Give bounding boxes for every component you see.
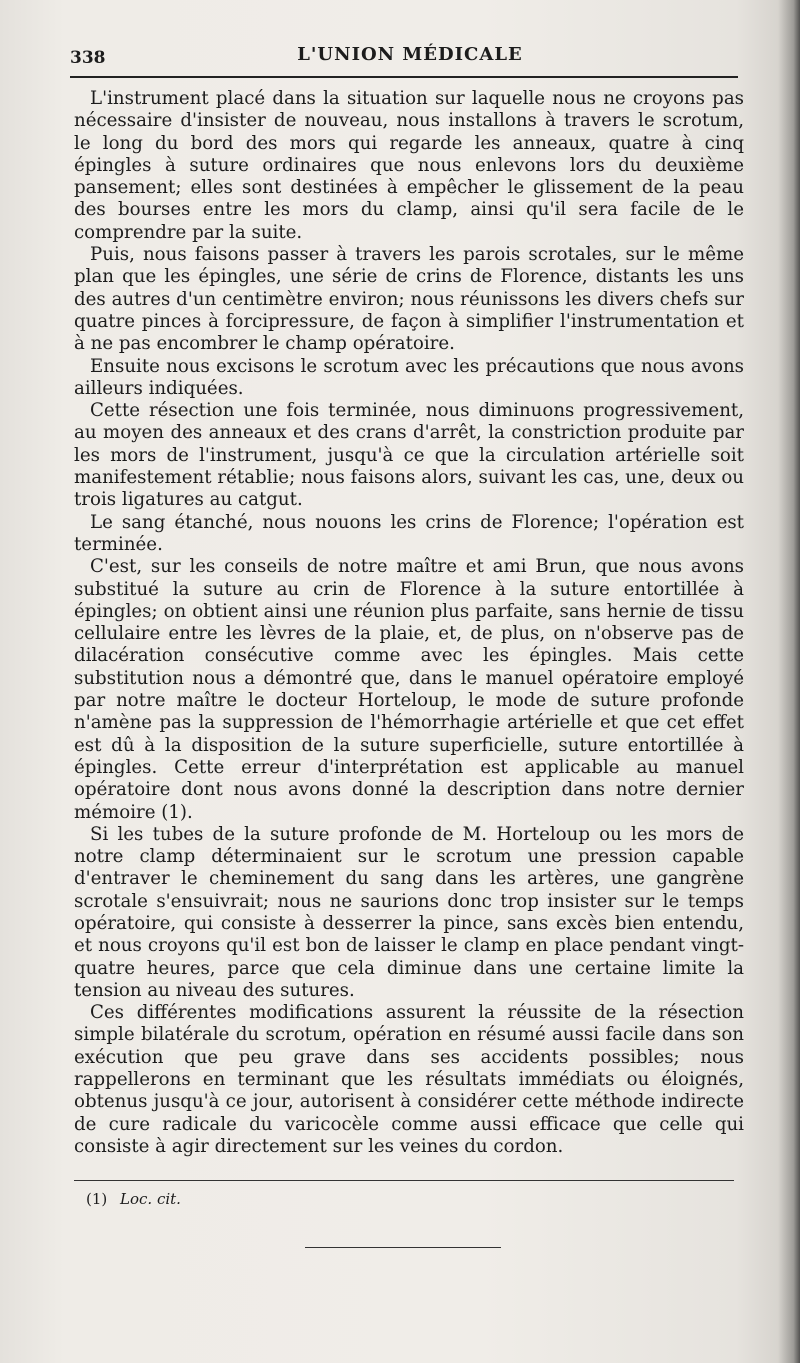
end-rule — [305, 1247, 501, 1248]
page-number: 338 — [70, 48, 106, 68]
paragraph: Le sang étanché, nous nouons les crins de Florence; l'opération est terminée. — [74, 511, 744, 555]
running-head: L'UNION MÉDICALE — [297, 44, 523, 65]
paragraph: L'instrument placé dans la situation sur laquelle nous ne croyons pas nécessaire d'insister de nouveau, nous installons à travers le scrotum, le long du bord des mors qui regarde les anneaux, quatre à cinq épingles à suture ordinaires que nous enlevons lors du deuxième pansement; elles sont destinées à empêcher le glissement de la peau des bourses entre les mors du clamp, ainsi qu'il sera facile de le comprendre par la suite. — [74, 88, 744, 243]
paragraph: Ces différentes modifications assurent la réussite de la résection simple bilatérale du scrotum, opération en résumé aussi facile dans son exécution que peu grave dans ses accidents possibles; nous rappellerons en terminant que les résultats immédiats ou éloignés, obtenus jusqu'à ce jour, autorisent à considérer cette méthode indirecte de cure radicale du varicocèle comme aussi efficace que celle qui consiste à agir directement sur les veines du cordon. — [74, 1002, 744, 1157]
paragraph: Si les tubes de la suture profonde de M. Horteloup ou les mors de notre clamp déterminaient sur le scrotum une pression capable d'entraver le cheminement du sang dans les artères, une gangrène scrotale s'ensuivrait; nous ne saurions donc trop insister sur le temps opératoire, qui consiste à desserrer la pince, sans excès bien entendu, et nous croyons qu'il est bon de laisser le clamp en place pendant vingt-quatre heures, parce que cela diminue dans une certaine limite la tension au niveau des sutures. — [74, 823, 744, 1001]
footnote-rule — [74, 1180, 734, 1181]
page-header — [70, 38, 750, 68]
paragraph: Puis, nous faisons passer à travers les parois scrotales, sur le même plan que les épingles, une série de crins de Florence, distants les uns des autres d'un centimètre environ; nous réunissons les divers chefs sur quatre pinces à forcipressure, de façon à simplifier l'instrumentation et à ne pas encombrer le champ opératoire. — [74, 244, 744, 355]
paragraph: Cette résection une fois terminée, nous diminuons progressivement, au moyen des anneaux et des crans d'arrêt, la constriction produite par les mors de l'instrument, jusqu'à ce que la circulation artérielle soit manifestement rétablie; nous faisons alors, suivant les cas, une, deux ou trois ligatures au catgut. — [74, 400, 744, 511]
footnote-text: Loc. cit. — [120, 1190, 181, 1208]
article-body — [74, 88, 744, 1158]
paragraph: C'est, sur les conseils de notre maître et ami Brun, que nous avons substitué la suture au crin de Florence à la suture entortillée à épingles; on obtient ainsi une réunion plus parfaite, sans hernie de tissu cellulaire entre les lèvres de la plaie, et, de plus, on n'observe pas de dilacération consécutive comme avec les épingles. Mais cette substitution nous a démontré que, dans le manuel opératoire employé par notre maître le docteur Horteloup, le mode de suture profonde n'amène pas la suppression de l'hémorrhagie artérielle et que cet effet est dû à la disposition de la suture superficielle, suture entortillée à épingles. Cette erreur d'interprétation est applicable au manuel opératoire dont nous avons donné la description dans notre dernier mémoire (1). — [74, 556, 744, 823]
footnote — [86, 1190, 181, 1208]
page-edge-shadow — [778, 0, 800, 1363]
header-rule — [70, 76, 738, 78]
paragraph: Ensuite nous excisons le scrotum avec les précautions que nous avons ailleurs indiquées. — [74, 355, 744, 399]
footnote-mark: (1) — [86, 1190, 108, 1208]
